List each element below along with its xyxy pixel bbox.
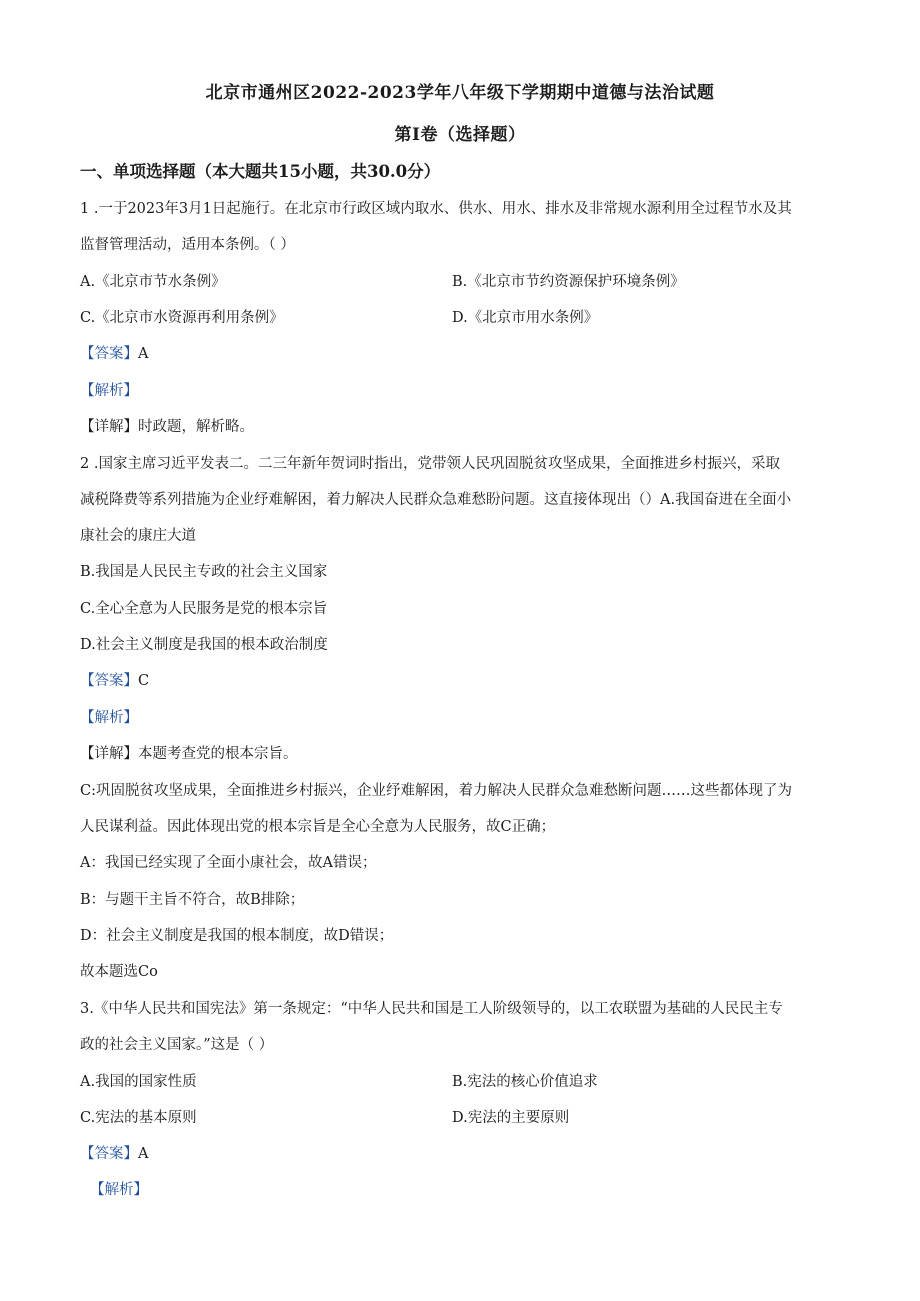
- q1-stem-line2: 监督管理活动，适用本条例。（ ）: [80, 237, 295, 253]
- answer-tag: 【答案】: [80, 346, 138, 362]
- detail-text: 本题考查党的根本宗旨。: [138, 746, 298, 762]
- detail-tag: 【详解】: [80, 419, 138, 435]
- detail-text: 时政题，解析略。: [138, 419, 254, 435]
- answer-tag: 【答案】: [80, 1146, 138, 1162]
- q3-option-b: B.宪法的核心价值追求: [452, 1074, 598, 1090]
- q2-detail: [80, 742, 298, 763]
- q1-option-d: D.《北京市用水条例》: [452, 310, 599, 326]
- q3-answer: [80, 1142, 148, 1163]
- answer-value: A: [138, 1146, 149, 1162]
- q2-explanation-2: 人民谋利益。因此体现出党的根本宗旨是全心全意为人民服务，故C正确；: [80, 819, 556, 835]
- q2-explanation-4: B：与题干主旨不符合，故B排除；: [80, 892, 305, 908]
- q3-stem-line1: 3.《中华人民共和国宪法》第一条规定：“中华人民共和国是工人阶级领导的，以工农联盟为基础的人民民主专: [80, 1001, 783, 1017]
- q1-analysis: [80, 379, 138, 400]
- q2-stem-line3: 康社会的康庄大道: [80, 528, 196, 544]
- q1-option-c: C.《北京市水资源再利用条例》: [80, 310, 284, 326]
- q2-answer: [80, 669, 149, 690]
- answer-tag: 【答案】: [80, 673, 138, 689]
- volume-title: 第I卷（选择题）: [394, 125, 526, 145]
- q2-explanation-1: C:巩固脱贫攻坚成果，全面推进乡村振兴，企业纾难解困，着力解决人民群众急难愁断问题……这些都体现了为: [80, 783, 792, 799]
- section-title: 一、单项选择题（本大题共15小题，共30.0分）: [80, 162, 441, 181]
- document-title: 北京市通州区2022-2023学年八年级下学期期中道德与法治试题: [205, 83, 715, 103]
- analysis-tag: 【解析】: [80, 710, 138, 726]
- q2-option-d: D.社会主义制度是我国的根本政治制度: [80, 637, 328, 653]
- q2-option-c: C.全心全意为人民服务是党的根本宗旨: [80, 601, 328, 617]
- q2-explanation-3: A：我国已经实现了全面小康社会，故A错误；: [80, 855, 377, 871]
- q3-option-a: A.我国的国家性质: [80, 1074, 197, 1090]
- q2-explanation-6: 故本题选Co: [80, 964, 158, 980]
- q1-option-b: B.《北京市节约资源保护环境条例》: [452, 274, 685, 290]
- q1-stem-line1: 1 .一于2023年3月1日起施行。在北京市行政区域内取水、供水、用水、排水及非常规水源利用全过程节水及其: [80, 201, 792, 217]
- q2-option-b: B.我国是人民民主专政的社会主义国家: [80, 564, 328, 580]
- detail-tag: 【详解】: [80, 746, 138, 762]
- q2-stem-line2: 减税降费等系列措施为企业纾难解困，着力解决人民群众急难愁盼问题。这直接体现出（）A.我国奋进在全面小: [80, 492, 792, 508]
- answer-value: C: [138, 673, 150, 689]
- analysis-tag: 【解析】: [80, 383, 138, 399]
- q3-option-d: D.宪法的主要原则: [452, 1110, 570, 1126]
- answer-value: A: [138, 346, 149, 362]
- q2-stem-line1: 2 .国家主席习近平发表二。二三年新年贺词时指出，党带领人民巩固脱贫攻坚成果，全面推进乡村振兴，采取: [80, 456, 780, 472]
- q2-explanation-5: D：社会主义制度是我国的根本制度，故D错误；: [80, 928, 394, 944]
- q1-answer: [80, 342, 148, 363]
- q3-stem-line2: 政的社会主义国家。”这是（ ）: [80, 1037, 274, 1053]
- q2-analysis: [80, 706, 138, 727]
- q1-option-a: A.《北京市节水条例》: [80, 274, 226, 290]
- q3-analysis: [90, 1178, 148, 1199]
- analysis-tag: 【解析】: [90, 1182, 148, 1198]
- q3-option-c: C.宪法的基本原则: [80, 1110, 197, 1126]
- q1-detail: [80, 415, 254, 436]
